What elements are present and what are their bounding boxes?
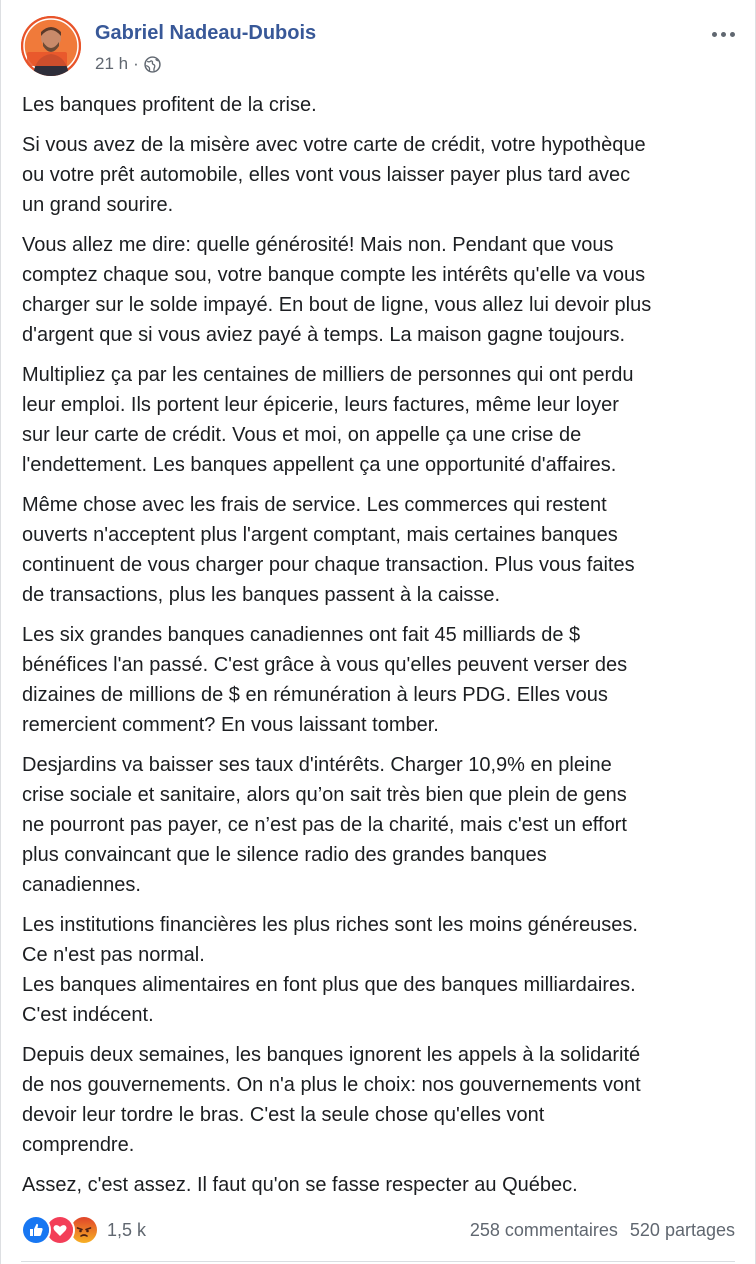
post-paragraph: Multipliez ça par les centaines de milliers de personnes qui ont perdu leur emploi. Ils portent leur épicerie, leurs factures, même leur loyer sur leur carte de crédit. Vous et moi, on appelle ça une crise de l'endettement. Les banques appellent ça une opportunité d'affaires. [22, 364, 634, 476]
post-footer [21, 1212, 735, 1248]
post-paragraph: Les six grandes banques canadiennes ont fait 45 milliards de $ bénéfices l'an passé. C'est grâce à vous qu'elles peuvent verser des dizaines de millions de $ en rémunération à leurs PDG. Elles vous remercient comment? En vous laissant tomber. [22, 624, 628, 736]
post-paragraph: Même chose avec les frais de service. Les commerces qui restent ouverts n'acceptent plus l'argent comptant, mais certaines banques continuent de vous charger pour chaque transaction. Plus vous faites de transactions, plus les banques passent à la caisse. [22, 494, 635, 606]
post-paragraph: Assez, c'est assez. Il faut qu'on se fasse respecter au Québec. [22, 1174, 578, 1196]
post-paragraph: Depuis deux semaines, les banques ignorent les appels à la solidarité de nos gouvernements. On n'a plus le choix: nos gouvernements vont devoir leur tordre le bras. C'est la seule chose qu'elles vont comprendre. [22, 1044, 641, 1156]
author-name[interactable]: Gabriel Nadeau-Dubois [95, 22, 317, 44]
post-time[interactable]: 21 h [95, 54, 129, 73]
more-options-icon[interactable] [707, 22, 739, 46]
post-header [21, 16, 739, 80]
reactions-summary[interactable] [21, 1215, 146, 1245]
post-body [22, 90, 738, 1210]
post-paragraph: Si vous avez de la misère avec votre carte de crédit, votre hypothèque ou votre prêt automobile, elles vont vous laisser payer plus tard avec un grand sourire. [22, 134, 646, 216]
post-paragraph: Les institutions financières les plus riches sont les moins généreuses. Ce n'est pas normal. Les banques alimentaires en font plus que des banques milliardaires. C'est indécent. [22, 914, 638, 1026]
post-paragraph: Les banques profitent de la crise. [22, 94, 317, 116]
like-icon [21, 1215, 51, 1245]
globe-icon[interactable] [144, 56, 161, 73]
avatar-badge [27, 52, 67, 66]
post-stats [470, 1220, 735, 1241]
post-paragraph: Desjardins va baisser ses taux d'intérêts. Charger 10,9% en pleine crise sociale et sanitaire, alors qu’on sait très bien que plein de gens ne pourront pas payer, ce n’est pas de la charité, mais c'est un effort plus convaincant que le silence radio des grandes banques canadiennes. [22, 754, 627, 896]
footer-divider [21, 1261, 735, 1262]
avatar[interactable] [21, 16, 81, 76]
post-paragraph: Vous allez me dire: quelle générosité! Mais non. Pendant que vous comptez chaque sou, votre banque compte les intérêts qu'elle va vous charger sur le solde impayé. En bout de ligne, vous allez lui devoir plus d'argent que si vous aviez payé à temps. La maison gagne toujours. [22, 234, 652, 346]
shares-count[interactable]: 520 partages [629, 1219, 735, 1240]
comments-count[interactable]: 258 commentaires [469, 1219, 618, 1240]
avatar-image [21, 16, 81, 76]
reactions-count[interactable]: 1,5 k [107, 1219, 147, 1240]
meta-separator: · [133, 54, 139, 73]
post-meta [95, 54, 161, 74]
